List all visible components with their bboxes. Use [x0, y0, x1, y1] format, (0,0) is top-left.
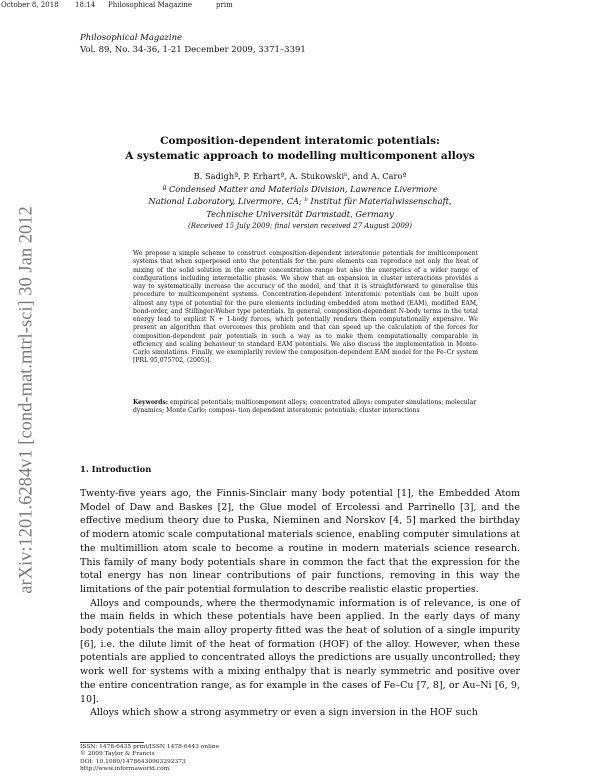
paragraph: Alloys which show a strong asymmetry or even a sign inversion in the HOF such [90, 707, 478, 719]
footer-issn: ISSN: 1478-6435 print/ISSN 1478-6443 online [80, 744, 220, 750]
paragraph: Alloys and compounds, where the thermodynamic information is of relevance, is one of the main fields in which these potentials have been applied. In the early days of many body potentials the main alloy property fitted was the heat of solution of a single impurity [6], i.e. the dilute limit of the heat of formation (HOF) of the alloy. However, when these potentials are applied to concentrated alloys the predictions are usually uncontrolled; they work well for systems with a mixing enthalpy that is nearly symmetric and positive over the entire concentration range, as for example in the cases of Fe–Cu [7, 8], or Au–Ni [6, 9, 10]. [80, 597, 520, 705]
keywords-label: Keywords: [133, 399, 169, 406]
footer-copyright: © 2009 Taylor & Francis [80, 751, 155, 758]
keywords-text: empirical potentials; multicomponent alloys; concentrated alloys; computer simulations; molecular dynamics; Monte Carlo; composi- tion dependent interatomic potentials; cluster interactions [133, 399, 477, 415]
arxiv-stamp-text: arXiv:1201.6284v1 [cond-mat.mtrl-sci] 30 Jan 2012 [16, 206, 37, 594]
title-line-2: A systematic approach to modelling multicomponent alloys [125, 150, 475, 162]
received-dates: (Received 15 July 2009; final version received 27 August 2009) [187, 222, 412, 230]
abstract: We propose a simple scheme to construct composition-dependent interatomic potentials for multicomponent systems that when superposed onto the potentials for the pure elements can reproduce not only the heat of mixing of the solid solution in the entire concentration range but also the energetics of a wider range of configurations including intermetallic phases. We show that an expansion in cluster interactions provides a way to systematically increase the accuracy of the model, and that it is straightforward to generalise this procedure to multicomponent systems. Concentration-dependent interatomic potentials can be built upon almost any type of potential for the pure elements including embedded atom method (EAM), modified EAM, bond-order, and Stillinger-Weber type potentials. In general, composition-dependent N-body terms in the total energy lead to explicit N + 1-body forces, which potentially renders them computationally expensive. We present an algorithm that overcomes this problem and that can speed up the calculation of the forces for composition-dependent pair potentials in such a way as to make them computationally comparable in efficiency and scaling behaviour to standard EAM potentials. We also discuss the implementation in Monte-Carlo simulations. Finally, we exemplarily review the composition-dependent EAM model for the Fe–Cr system [PRL 95,075702, (2005)]. [133, 250, 478, 365]
header-time: 18:14 [75, 1, 96, 9]
arxiv-stamp [16, 206, 47, 594]
journal-name: Philosophical Magazine [80, 33, 183, 43]
footer-url[interactable]: http://www.informaworld.com [80, 765, 170, 772]
affiliation-line-3: Technische Universität Darmstadt, Germany [206, 208, 394, 219]
header-tag: prim [216, 1, 233, 9]
journal-info [80, 32, 306, 56]
paragraph: Twenty-five years ago, the Finnis-Sinclair many body potential [1], the Embedded Atom Model of Daw and Baskes [2], the Glue model of Ercolessi and Parrinello [3], and the effective medium theory due to Puska, Nieminen and Norskov [4, 5] marked the birthday of modern atomic scale computational materials science, enabling computer simulations at the multimillion atom scale to become a routine in modern materials science research. This family of many body potentials share in common the fact that the expression for the total energy has non linear contributions of pair functions, removing in this way the limitations of the pair potential formulation to describe realistic elastic properties. [80, 488, 520, 595]
footer-doi: DOI: 10.1080/14786430903292373 [80, 758, 186, 765]
header-date: October 8, 2018 [1, 1, 59, 9]
affiliation-line-1: ª Condensed Matter and Materials Division, Lawrence Livermore [162, 183, 438, 194]
footer-rule [80, 742, 144, 743]
keywords [133, 399, 478, 416]
section-heading: 1. Introduction [80, 464, 152, 474]
author-block [80, 170, 520, 233]
paper-title [80, 134, 520, 164]
footer [80, 744, 219, 773]
header-journal: Philosophical Magazine [108, 1, 193, 9]
author-names: B. Sadighª, P. Erhartª, A. Stukowskiᵇ, and A. Caroª [193, 171, 407, 181]
title-line-1: Composition-dependent interatomic potentials: [160, 135, 440, 147]
introduction-body [80, 487, 520, 720]
affiliation-line-2: National Laboratory, Livermore, CA; ᵇ Institut für Materialwissenschaft, [148, 196, 452, 206]
journal-volume: Vol. 89, No. 34-36, 1-21 December 2009, 3371–3391 [80, 45, 306, 55]
